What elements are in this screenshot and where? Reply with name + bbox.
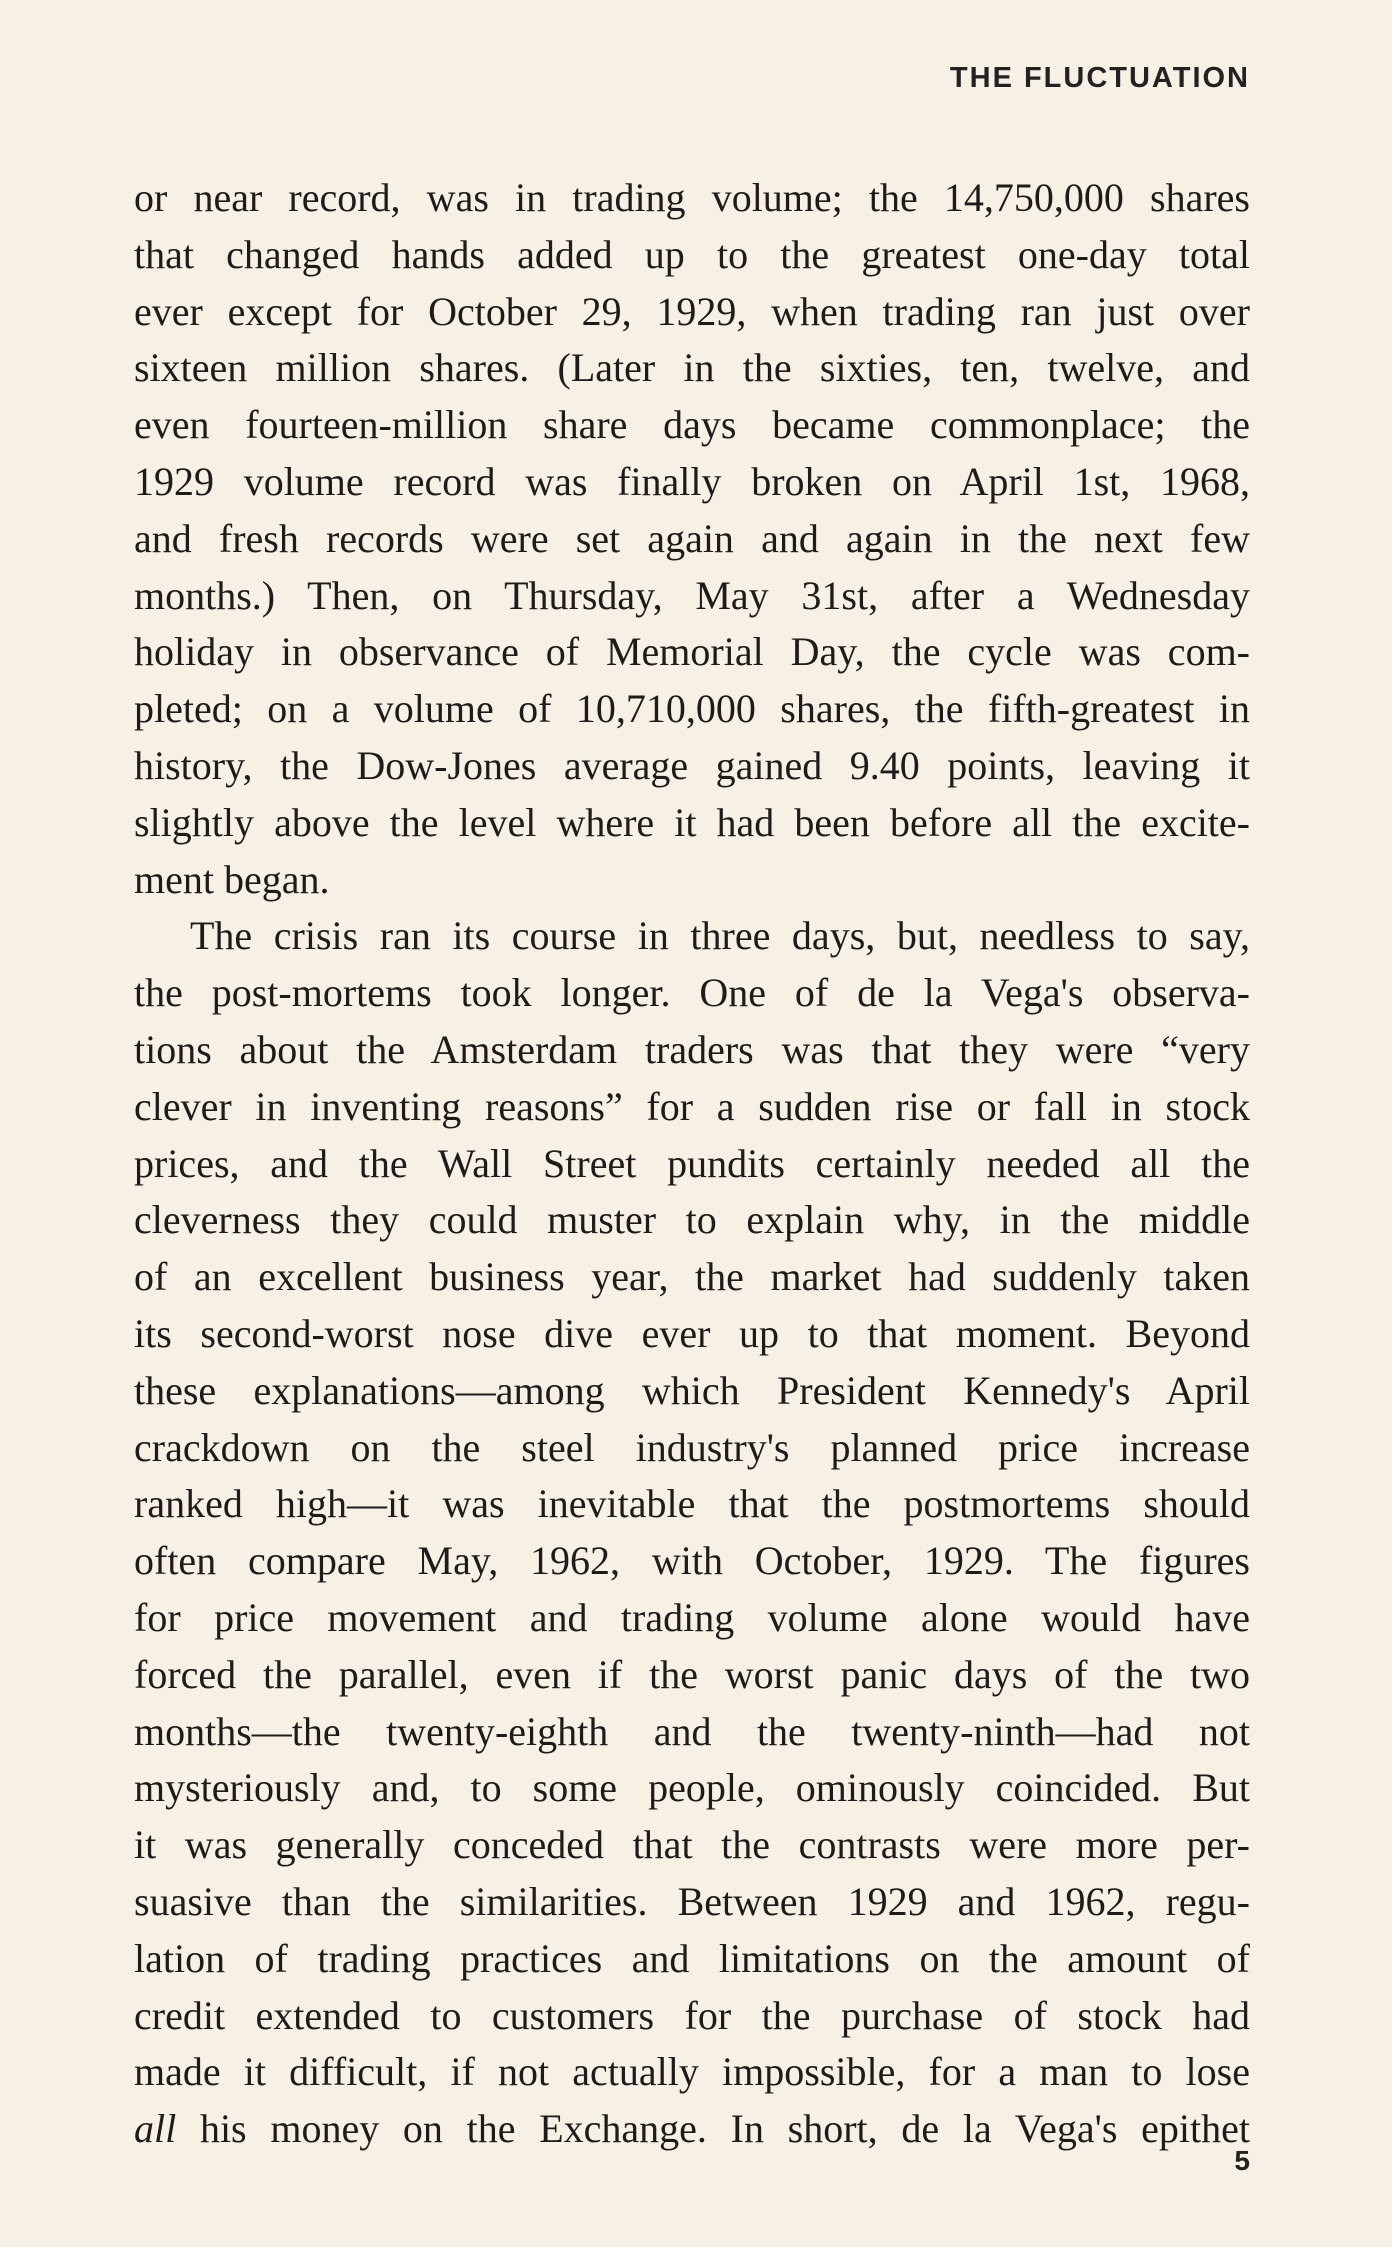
text-line: ever except for October 29, 1929, when trading ran just over	[134, 288, 1250, 334]
italic-emphasis: all	[134, 2106, 177, 2152]
text-line: or near record, was in trading volume; the 14,750,000 shares	[134, 175, 1250, 220]
text-line: clever in inventing reasons” for a sudden rise or fall in stock	[134, 1083, 1250, 1129]
text-line: months—the twenty-eighth and the twenty-ninth—had not	[134, 1708, 1250, 1754]
text-line: forced the parallel, even if the worst panic days of the two	[134, 1651, 1250, 1697]
text-line-final	[134, 2101, 1250, 2158]
text-line: sixteen million shares. (Later in the sixties, ten, twelve, and	[134, 345, 1250, 391]
text-line: mysteriously and, to some people, ominously coincided. But	[134, 1765, 1250, 1811]
text-line: months.) Then, on Thursday, May 31st, after a Wednesday	[134, 572, 1250, 618]
text-line: cleverness they could muster to explain why, in the middle	[134, 1197, 1250, 1243]
text-line: history, the Dow-Jones average gained 9.40 points, leaving it	[134, 742, 1250, 788]
text-line: that changed hands added up to the greatest one-day total	[134, 231, 1250, 277]
text-line: 1929 volume record was finally broken on April 1st, 1968,	[134, 458, 1250, 504]
text-line: crackdown on the steel industry's planned price increase	[134, 1424, 1250, 1470]
text-line: tions about the Amsterdam traders was that they were “very	[134, 1026, 1250, 1072]
text-line: ranked high—it was inevitable that the postmortems should	[134, 1481, 1250, 1527]
text-line: and fresh records were set again and again in the next few	[134, 515, 1250, 561]
running-head: THE FLUCTUATION	[949, 62, 1250, 94]
text-line: pleted; on a volume of 10,710,000 shares, the fifth-greatest in	[134, 686, 1250, 732]
text-line: prices, and the Wall Street pundits certainly needed all the	[134, 1140, 1250, 1186]
text-line: its second-worst nose dive ever up to that moment. Beyond	[134, 1310, 1250, 1356]
body-text	[134, 170, 1250, 2158]
text-line: it was generally conceded that the contrasts were more per-	[134, 1822, 1250, 1868]
text-line: lation of trading practices and limitations on the amount of	[134, 1935, 1250, 1981]
text-line: holiday in observance of Memorial Day, the cycle was com-	[134, 629, 1250, 675]
text-line: for price movement and trading volume alone would have	[134, 1594, 1250, 1640]
text-line: these explanations—among which President Kennedy's April	[134, 1367, 1250, 1413]
text-line: ment began.	[134, 856, 330, 902]
text-line: slightly above the level where it had been before all the excite-	[134, 799, 1250, 845]
text-line: of an excellent business year, the market had suddenly taken	[134, 1254, 1250, 1300]
text-line: often compare May, 1962, with October, 1929. The figures	[134, 1538, 1250, 1584]
text-line: The crisis ran its course in three days, but, needless to say,	[190, 913, 1250, 959]
text-line: credit extended to customers for the purchase of stock had	[134, 1992, 1250, 2038]
text-line: even fourteen-million share days became commonplace; the	[134, 402, 1250, 448]
text-line: the post-mortems took longer. One of de la Vega's observa-	[134, 970, 1250, 1016]
text-line: suasive than the similarities. Between 1929 and 1962, regu-	[134, 1878, 1250, 1924]
text-line: made it difficult, if not actually impossible, for a man to lose	[134, 2049, 1250, 2095]
final-line-rest: his money on the Exchange. In short, de la Vega's epithet	[176, 2106, 1250, 2152]
page-number: 5	[1234, 2145, 1250, 2176]
